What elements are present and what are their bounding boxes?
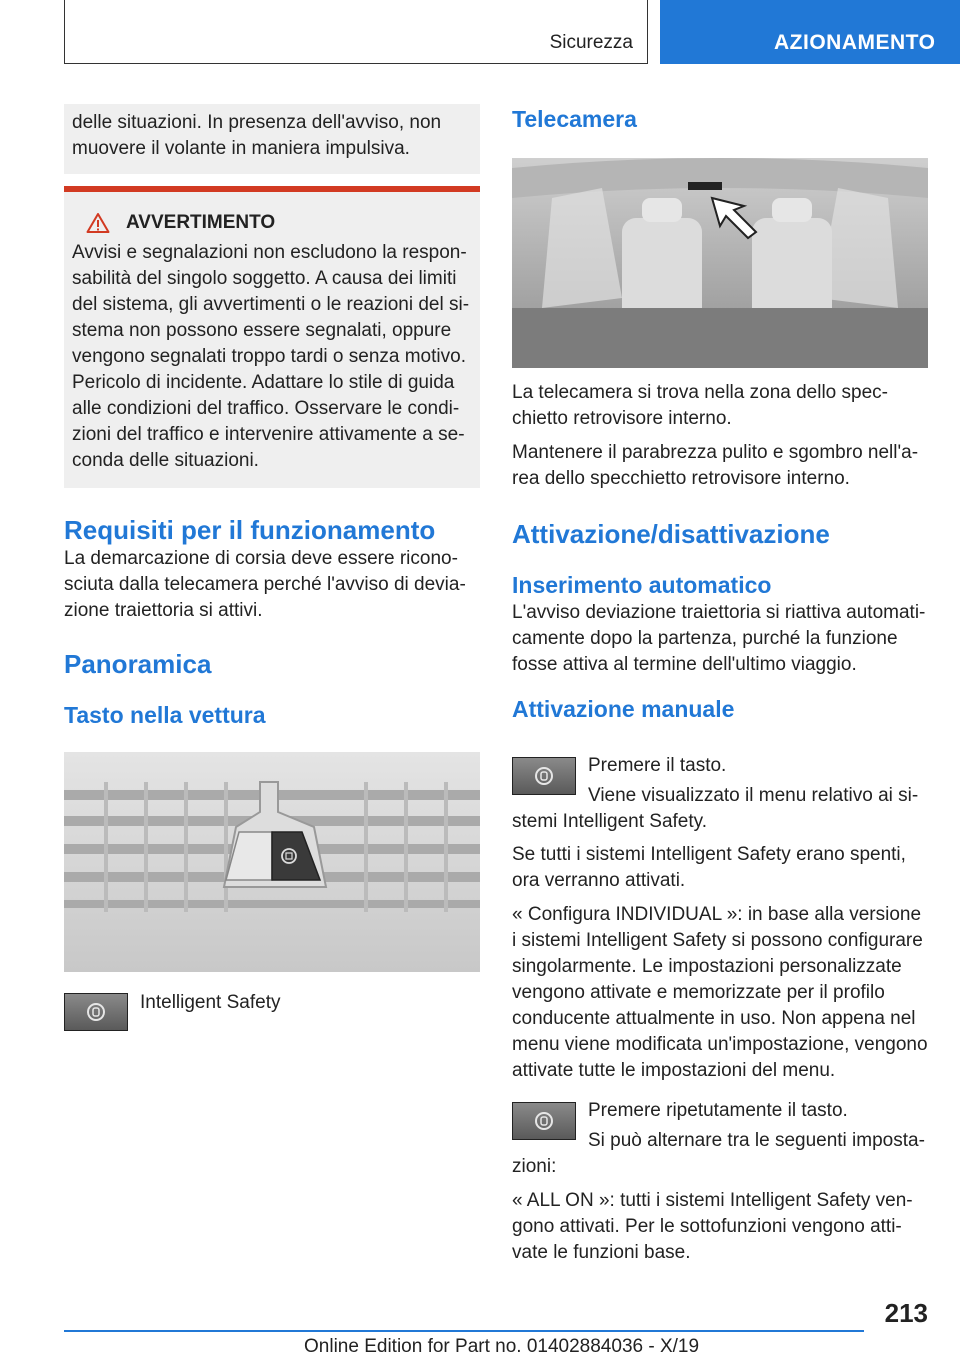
requirements-text: La demarcazione di corsia deve essere riconosciuta dalla telecamera perché l'avviso di deviazione traiettoria si attivi. <box>64 548 466 621</box>
section-title: Sicurezza <box>549 32 633 53</box>
header-box <box>64 0 648 64</box>
footer-divider <box>64 1330 864 1332</box>
edition-text: Online Edition for Part no. 01402884036 - X/19 <box>304 1336 700 1357</box>
camera-heading: Telecamera <box>512 106 637 132</box>
dashboard-button-illustration <box>64 752 480 972</box>
intelligent-safety-button-image <box>64 993 128 1031</box>
auto-heading: Inserimento automatico <box>512 572 772 598</box>
page-number: 213 <box>884 1298 928 1328</box>
continued-note-text: delle situazioni. In presenza dell'avviso, non muovere il volante in maniera impulsiva. <box>72 112 442 159</box>
chapter-tab: AZIONAMENTO <box>660 0 960 64</box>
intelligent-safety-icon <box>85 1001 107 1023</box>
manual-heading: Attivazione manuale <box>512 696 735 722</box>
auto-text: L'avviso deviazione traiettoria si riattiva automaticamente dopo la partenza, purché la funzione fosse attiva al termine dell'ultimo viaggio. <box>512 602 926 675</box>
warning-title <box>72 210 472 236</box>
camera-text-1: La telecamera si trova nella zona dello specchietto retrovisore interno. <box>512 382 888 429</box>
manual-text-4: « ALL ON »: tutti i sistemi Intelligent Safety vengono attivati. Per le sottofunzioni vengono attivate le funzioni base. <box>512 1190 913 1263</box>
continued-note <box>64 104 480 174</box>
left-column <box>64 104 480 730</box>
button-caption: Intelligent Safety <box>140 992 281 1013</box>
manual-step-1: Premere il tasto. <box>588 755 727 776</box>
warning-title-text: AVVERTIMENTO <box>126 212 276 233</box>
manual-step-2: Premere ripetutamente il tasto. <box>588 1100 848 1121</box>
requirements-heading: Requisiti per il funzionamento <box>64 515 436 545</box>
right-column-top <box>512 104 928 134</box>
warning-box <box>64 186 480 488</box>
right-column-body <box>512 380 928 724</box>
overview-heading: Panoramica <box>64 649 212 679</box>
manual-step-1b: Viene visualizzato il menu relativo ai sistemi Intelligent Safety. <box>512 785 919 832</box>
manual-body <box>512 842 928 1092</box>
activation-heading: Attivazione/disattivazione <box>512 519 830 549</box>
button-heading: Tasto nella vettura <box>64 702 266 728</box>
manual-text-2: Se tutti i sistemi Intelligent Safety erano spenti, ora verranno attivati. <box>512 844 906 891</box>
warning-body: Avvisi e segnalazioni non escludono la responsabilità del singolo soggetto. A causa dei limiti del sistema, gli avvertimenti o le reazioni del sistema non possono essere segnalati, oppure vengono segnalati troppo tardi o senza motivo. Pericolo di incidente. Adattare lo stile di guida alle condizioni del traffico. Osservare le condizioni del traffico e intervenire attivamente a seconda delle situazioni. <box>72 242 470 471</box>
warning-triangle-icon <box>86 212 110 234</box>
button-photo <box>64 752 480 972</box>
manual-step-2b: Si può alternare tra le seguenti impostazioni: <box>512 1130 925 1177</box>
camera-text-2: Mantenere il parabrezza pulito e sgombro nell'area dello specchietto retrovisore interno. <box>512 442 919 489</box>
manual-text-3: « Configura INDIVIDUAL »: in base alla versione i sistemi Intelligent Safety si possono configurare singolarmente. Le impostazioni personalizzate vengono attivate e memorizzate per il profilo conducente attualmente in uso. Non appena nel menu viene modificata un'impostazione, vengono attivate tutte le impostazioni del menu. <box>512 904 928 1081</box>
car-interior-illustration <box>512 158 928 368</box>
camera-photo <box>512 158 928 368</box>
